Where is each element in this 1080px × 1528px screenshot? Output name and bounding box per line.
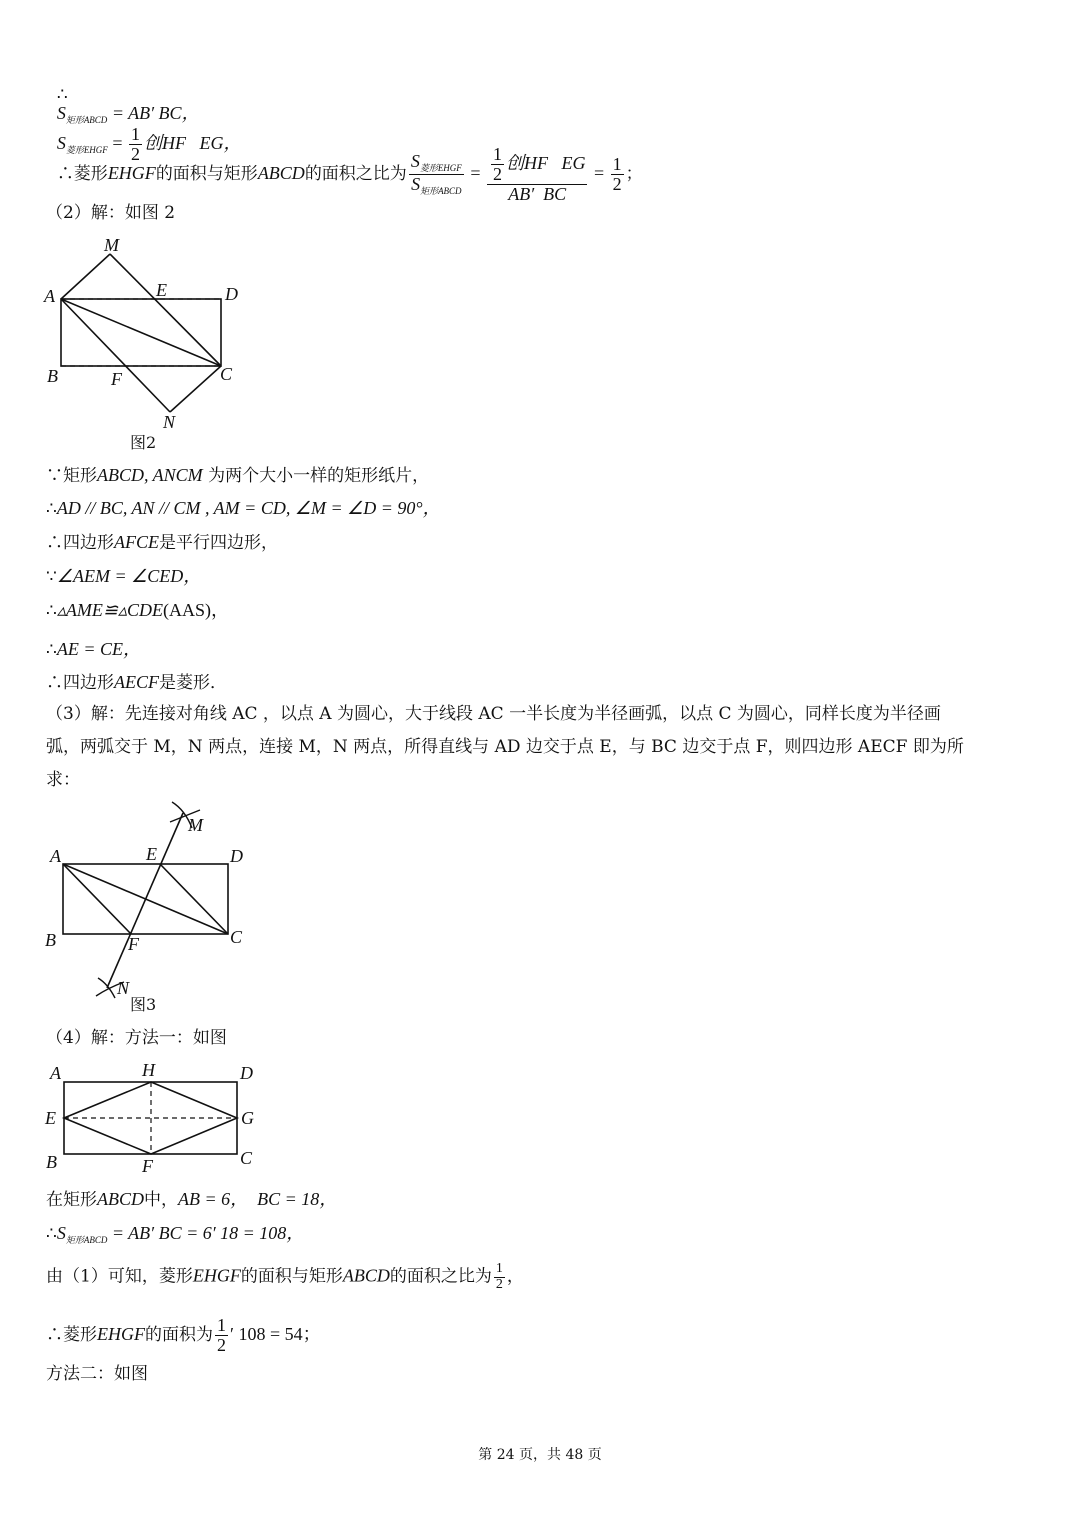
label-F: F	[111, 369, 122, 389]
text: 的面积与矩形	[155, 163, 258, 184]
math: ABCD	[342, 1265, 390, 1286]
figure-caption: 图3	[130, 995, 157, 1014]
line-rhombus-area	[46, 1316, 321, 1355]
label-C: C	[230, 927, 243, 947]
math: AE = CE，	[56, 639, 141, 659]
numerator: 1	[130, 124, 140, 144]
label-D: D	[240, 1063, 253, 1083]
label-A: A	[44, 286, 55, 306]
math: ABCD	[97, 1189, 144, 1209]
math: AFCE	[114, 532, 159, 552]
line-rect-sides	[46, 1190, 337, 1209]
numerator-text: 创HF EG	[505, 152, 586, 173]
formula-text: = AB′ BC，	[107, 103, 200, 123]
line-ratio-recall	[46, 1262, 524, 1292]
equals: =	[589, 162, 609, 183]
label-F: F	[128, 934, 139, 954]
math: ▵AME≌▵CDE	[56, 600, 163, 620]
therefore-symbol: ∴	[46, 601, 57, 621]
part-2-heading: （2）解：如图 2	[46, 203, 176, 223]
math: ′ 108 = 54；	[230, 1323, 321, 1344]
label-C: C	[220, 364, 233, 384]
page-footer: 第 24 页，共 48 页	[478, 1447, 602, 1463]
line-angles	[46, 567, 201, 586]
line-rhombus	[46, 673, 227, 692]
area-symbol: S	[56, 132, 66, 153]
label-B: B	[46, 1152, 57, 1172]
denominator: 2	[495, 1276, 503, 1292]
math: AECF	[114, 672, 159, 692]
part-4-heading: （4）解：方法一：如图	[46, 1028, 227, 1048]
line-congruent	[46, 601, 229, 620]
math: EHGF	[97, 1323, 145, 1344]
label-M: M	[188, 815, 203, 835]
punct: ；	[625, 163, 643, 184]
math: = AB′ BC = 6′ 18 = 108，	[107, 1223, 305, 1243]
therefore-symbol: ∴	[56, 85, 68, 105]
label-E: E	[146, 844, 157, 864]
label-D: D	[225, 284, 238, 304]
text: 是菱形．	[159, 673, 227, 693]
line-area-ratio	[46, 128, 643, 204]
math: ABCD, ANCM	[97, 465, 203, 485]
subscript: 菱形EHGF	[65, 144, 108, 155]
punct: ，	[506, 1266, 524, 1287]
fraction-half	[611, 155, 624, 194]
text: 在矩形	[46, 1190, 97, 1210]
subscript: 矩形ABCD	[65, 1235, 108, 1245]
area-symbol: S	[410, 151, 420, 172]
denominator: 2	[217, 1334, 226, 1355]
line-parallel	[46, 499, 441, 518]
figure-3	[40, 798, 270, 1020]
numerator: 1	[492, 144, 502, 164]
figure-caption: 图2	[130, 433, 157, 452]
text: ∴四边形	[46, 533, 114, 553]
fraction-area	[409, 152, 464, 196]
fraction-big	[487, 145, 588, 204]
math: EHGF	[192, 1265, 241, 1286]
text: 是平行四边形，	[159, 533, 278, 553]
figure-4	[40, 1056, 270, 1180]
label-M: M	[104, 235, 119, 255]
denominator: 2	[612, 173, 622, 194]
subscript: 矩形ABCD	[65, 115, 108, 125]
numerator: 1	[217, 1315, 226, 1335]
label-N: N	[163, 412, 176, 432]
math: EHGF	[107, 162, 156, 183]
label-E: E	[45, 1108, 56, 1128]
text: ∴四边形	[46, 673, 114, 693]
label-B: B	[45, 930, 56, 950]
label-D: D	[230, 846, 243, 866]
fraction-half	[215, 1316, 228, 1355]
method-2-heading: 方法二：如图	[46, 1364, 148, 1384]
text: ∵矩形	[46, 466, 97, 486]
formula-text: =	[107, 132, 127, 153]
label-G: G	[241, 1108, 254, 1128]
text: 由（1）可知，菱形	[46, 1266, 193, 1287]
math: ABCD	[257, 162, 305, 183]
math: AD // BC, AN // CM , AM = CD, ∠M = ∠D = 90°，	[56, 498, 441, 518]
math: AB = 6， BC = 18，	[178, 1189, 338, 1209]
area-symbol: S	[411, 173, 421, 194]
numerator: 1	[495, 1261, 503, 1276]
text: ∴菱形	[46, 1324, 97, 1345]
label-N: N	[117, 978, 130, 998]
fraction-half	[494, 1262, 505, 1292]
math: (AAS)，	[162, 600, 229, 620]
label-E: E	[156, 280, 167, 300]
text: 中，	[144, 1190, 178, 1210]
label-A: A	[50, 846, 61, 866]
text: 的面积之比为	[389, 1266, 492, 1287]
figure-2	[40, 232, 260, 454]
part-3-line-1: （3）解：先连接对角线 AC ，以点 A 为圆心，大于线段 AC 一半长度为半径画弧，以点 C 为圆心，同样长度为半径画	[46, 704, 941, 724]
label-B: B	[47, 366, 58, 386]
denominator: 2	[492, 163, 502, 184]
line-given	[46, 466, 429, 485]
subscript: 菱形EHGF	[419, 163, 462, 174]
line-ae-ce	[46, 640, 141, 659]
therefore-symbol: ∴	[46, 1224, 57, 1244]
label-A: A	[50, 1063, 61, 1083]
equals: =	[465, 162, 485, 183]
denominator: AB′ BC	[508, 183, 567, 204]
formula-text: 创HF EG，	[143, 132, 242, 153]
text: 的面积为	[145, 1324, 213, 1345]
area-symbol: S	[56, 103, 66, 123]
label-C: C	[240, 1148, 253, 1168]
numerator: 1	[612, 153, 622, 174]
subscript: 矩形ABCD	[420, 185, 462, 196]
because-symbol: ∵	[46, 567, 57, 587]
part-3-line-3: 求：	[46, 770, 80, 790]
math: ∠AEM = ∠CED，	[56, 566, 202, 586]
area-symbol: S	[56, 1223, 66, 1243]
label-F: F	[142, 1156, 153, 1176]
denominator: 2	[130, 143, 140, 164]
line-parallelogram	[46, 533, 278, 552]
text: 的面积与矩形	[240, 1266, 343, 1287]
part-3-line-2: 弧，两弧交于 M，N 两点，连接 M，N 两点，所得直线与 AD 边交于点 E，与 BC 边交于点 F，则四边形 AECF 即为所	[46, 737, 964, 757]
text: ∴菱形	[56, 163, 108, 184]
fraction-half	[491, 145, 504, 184]
therefore-symbol: ∴	[46, 640, 57, 660]
text: 为两个大小一样的矩形纸片，	[208, 466, 430, 486]
line-rect-area	[46, 1224, 304, 1245]
therefore-symbol: ∴	[46, 499, 57, 519]
text: 的面积之比为	[304, 163, 407, 184]
label-H: H	[142, 1060, 155, 1080]
